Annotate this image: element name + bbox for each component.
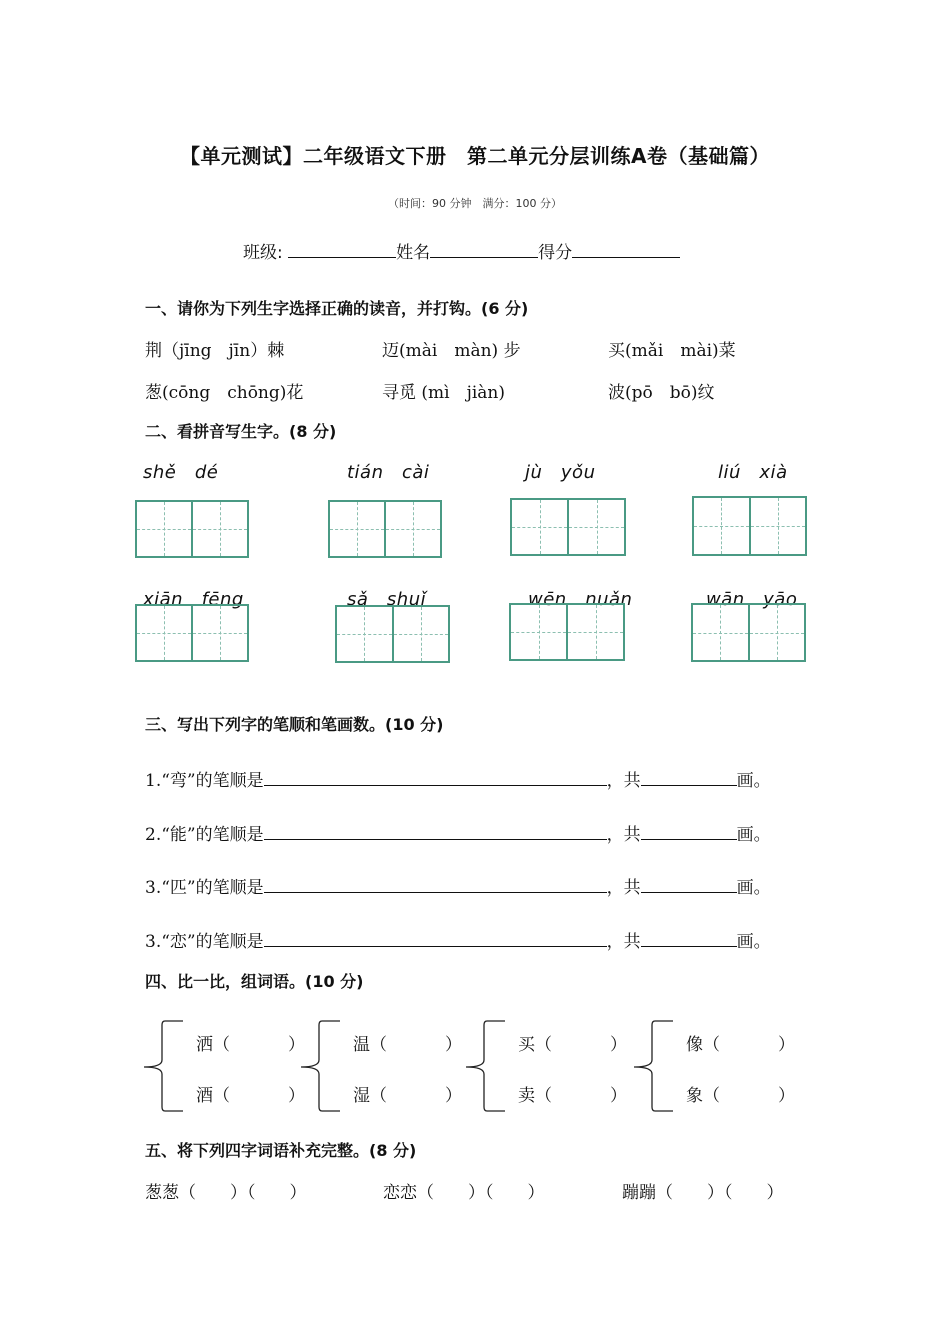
compare-item[interactable]: 买（ ）	[518, 1035, 627, 1055]
student-info	[243, 238, 680, 263]
answer-blank[interactable]	[264, 821, 607, 840]
question-text: 1.“弯”的笔顺是	[145, 771, 264, 791]
question-item[interactable]: 葱(cōng chōng)花	[145, 383, 304, 403]
question-item[interactable]: 买(mǎi mài)菜	[608, 341, 736, 361]
name-label: 姓名	[396, 243, 431, 263]
question-end: 画。	[736, 932, 771, 952]
writing-grid[interactable]	[509, 603, 625, 661]
writing-grid[interactable]	[328, 500, 442, 558]
compare-item[interactable]: 湿（ ）	[353, 1086, 462, 1106]
answer-blank[interactable]	[264, 767, 607, 786]
section-1-heading: 一、请你为下列生字选择正确的读音，并打钩。(6 分)	[145, 299, 529, 318]
pinyin-label: shě dé	[143, 462, 219, 483]
compare-item[interactable]: 卖（ ）	[518, 1086, 627, 1106]
exam-meta: （时间：90 分钟 满分：100 分）	[388, 197, 562, 210]
score-label: 得分	[538, 243, 573, 263]
idiom-item[interactable]: 蹦蹦（ ）（ ）	[622, 1183, 784, 1203]
name-field[interactable]	[430, 241, 538, 258]
question-item[interactable]: 波(pō bō)纹	[608, 383, 715, 403]
idiom-item[interactable]: 葱葱（ ）（ ）	[145, 1183, 307, 1203]
left-brace-icon	[301, 1021, 340, 1111]
stroke-order-question[interactable]	[145, 766, 771, 791]
question-mid: ，共	[606, 771, 641, 791]
pinyin-label: tián cài	[347, 462, 430, 483]
compare-item[interactable]: 洒（ ）	[196, 1035, 305, 1055]
question-end: 画。	[736, 878, 771, 898]
section-5-heading: 五、将下列四字词语补充完整。(8 分)	[145, 1141, 417, 1160]
writing-grid[interactable]	[692, 496, 807, 556]
answer-blank[interactable]	[264, 874, 607, 893]
pinyin-label: liú xià	[718, 462, 788, 483]
question-item[interactable]: 寻觅 (mì jiàn)	[382, 383, 506, 403]
question-mid: ，共	[606, 932, 641, 952]
stroke-order-question[interactable]	[145, 927, 771, 952]
pinyin-label: xiān fēng	[143, 589, 244, 610]
class-label: 班级:	[243, 243, 283, 263]
score-field[interactable]	[572, 241, 680, 258]
brace-group-svg	[0, 1015, 950, 1120]
answer-blank[interactable]	[264, 928, 607, 947]
pinyin-label: jù yǒu	[525, 462, 596, 483]
answer-blank[interactable]	[641, 928, 737, 947]
page-title: 【单元测试】二年级语文下册 第二单元分层训练A卷（基础篇）	[180, 144, 770, 168]
question-item[interactable]: 荆（jīng jīn）棘	[145, 341, 285, 361]
section-2-heading: 二、看拼音写生字。(8 分)	[145, 422, 337, 441]
left-brace-icon	[144, 1021, 183, 1111]
class-field[interactable]	[288, 241, 396, 258]
left-brace-icon	[466, 1021, 505, 1111]
answer-blank[interactable]	[641, 874, 737, 893]
compare-item[interactable]: 像（ ）	[686, 1035, 795, 1055]
writing-grid[interactable]	[510, 498, 626, 556]
writing-grid[interactable]	[135, 500, 249, 558]
question-end: 画。	[736, 771, 771, 791]
question-mid: ，共	[606, 825, 641, 845]
compare-item[interactable]: 象（ ）	[686, 1086, 795, 1106]
pinyin-label: sǎ shuǐ	[347, 589, 427, 610]
answer-blank[interactable]	[641, 821, 737, 840]
answer-blank[interactable]	[641, 767, 737, 786]
idiom-item[interactable]: 恋恋（ ）（ ）	[383, 1183, 545, 1203]
question-text: 3.“恋”的笔顺是	[145, 932, 264, 952]
question-item[interactable]: 迈(mài màn) 步	[382, 341, 521, 361]
compare-item[interactable]: 酒（ ）	[196, 1086, 305, 1106]
pinyin-label: wēn nuǎn	[528, 589, 633, 610]
pinyin-label: wān yāo	[706, 589, 798, 610]
stroke-order-question[interactable]	[145, 820, 771, 845]
section-3-heading: 三、写出下列字的笔顺和笔画数。(10 分)	[145, 715, 444, 734]
question-text: 3.“匹”的笔顺是	[145, 878, 264, 898]
writing-grid[interactable]	[691, 603, 806, 662]
writing-grid[interactable]	[135, 604, 249, 662]
writing-grid[interactable]	[335, 605, 450, 663]
section-4-heading: 四、比一比，组词语。(10 分)	[145, 972, 364, 991]
compare-item[interactable]: 温（ ）	[353, 1035, 462, 1055]
left-brace-icon	[634, 1021, 673, 1111]
question-end: 画。	[736, 825, 771, 845]
stroke-order-question[interactable]	[145, 873, 771, 898]
question-mid: ，共	[606, 878, 641, 898]
question-text: 2.“能”的笔顺是	[145, 825, 264, 845]
